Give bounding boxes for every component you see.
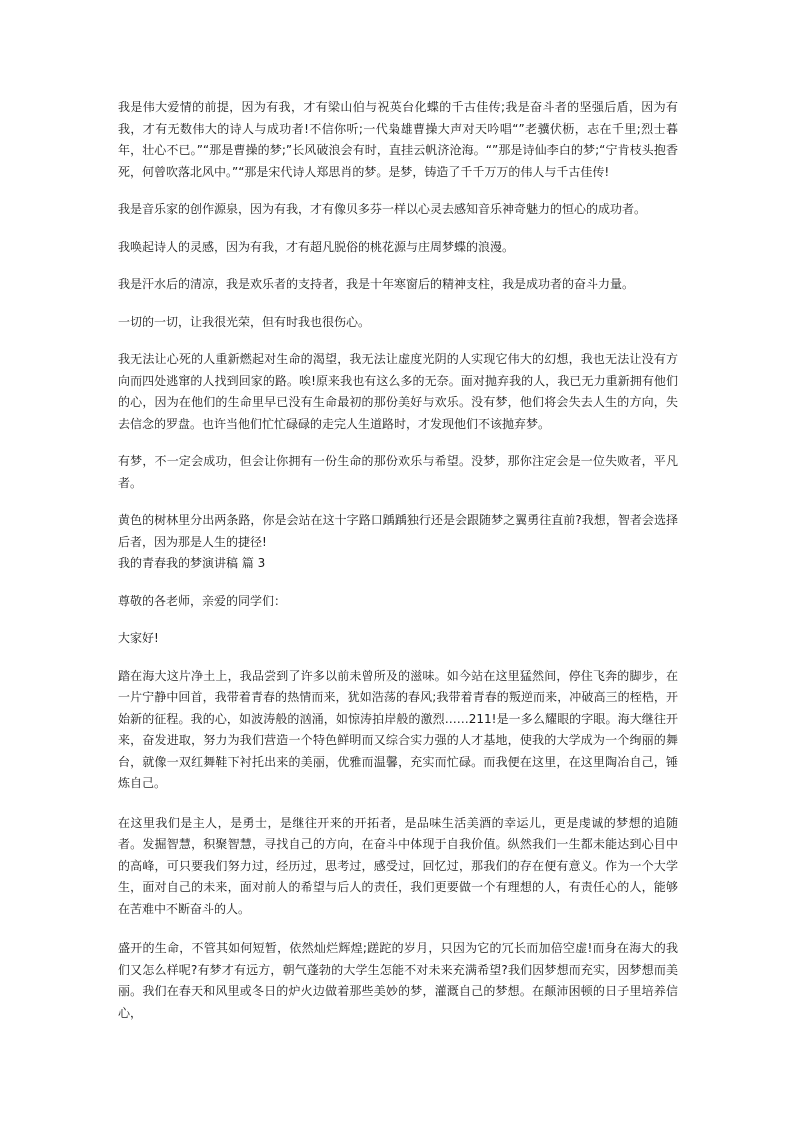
paragraph-helplessness: 我无法让心死的人重新燃起对生命的渴望，我无法让虚度光阴的人实现它伟大的幻想，我也无法让没有方向而四处逃窜的人找到回家的路。唉!原来我也有这么多的无奈。面对抛弃我的人，我已无力重新拥有他们的心，因为在他们的生命里早已没有生命最初的那份美好与欢乐。没有梦，他们将会失去人生的方向，失去信念的罗盘。也许当他们忙忙碌碌的走完人生道路时，才发现他们不该抛弃梦。 — [118, 352, 678, 431]
paragraph-glory-and-sadness: 一切的一切，让我很光荣，但有时我也很伤心。 — [118, 314, 371, 329]
section-heading: 我的青春我的梦演讲稿 篇 3 — [118, 556, 266, 570]
paragraph-dreams-of-heroes: 我是伟大爱情的前提，因为有我，才有梁山伯与祝英台化蝶的千古佳传;我是奋斗者的坚强后盾，因为有我，才有无数伟大的诗人与成功者!不信你听;一代枭雄曹操大声对天吟唱“”老骥伏枥，志在千里;烈士暮年，壮心不已。”“那是曹操的梦;”长风破浪会有时，直挂云帆济沧海。“”那是诗仙李白的梦;“宁肯枝头抱香死，何曾吹落北风中。”“那是宋代诗人郑思肖的梦。是梦，铸造了千千万万的伟人与千古佳传! — [118, 100, 678, 179]
paragraph-two-roads: 黄色的树林里分出两条路，你是会站在这十字路口踽踽独行还是会跟随梦之翼勇往直前?我想，智者会选择后者，因为那是人生的捷径! — [118, 513, 678, 549]
greeting-line: 尊敬的各老师，亲爱的同学们： — [118, 593, 287, 608]
paragraph-dream-and-success: 有梦，不一定会成功，但会让你拥有一份生命的那份欢乐与希望。没梦，那你注定会是一位失败者，平凡者。 — [118, 454, 678, 490]
paragraph-we-are-masters: 在这里我们是主人，是勇士，是继往开来的开拓者，是品味生活美酒的幸运儿，更是虔诚的梦想的追随者。发掘智慧，积聚智慧，寻找自己的方向，在奋斗中体现于自我价值。纵然我们一生都未能达到心目中的高峰，可只要我们努力过，经历过，思考过，感受过，回忆过，那我们的存在便有意义。作为一个大学生，面对自己的未来，面对前人的希望与后人的责任，我们更要做一个有理想的人，有责任心的人，能够在苦难中不断奋斗的人。 — [118, 815, 678, 916]
paragraph-haida-campus: 踏在海大这片净土上，我品尝到了许多以前未曾所及的滋味。如今站在这里猛然间，停住飞奔的脚步，在一片宁静中回首，我带着青春的热情而来，犹如浩荡的春风;我带着青春的叛逆而来，冲破高三的桎梏，开始新的征程。我的心，如波涛般的汹涌，如惊涛拍岸般的激烈……211!是一多么耀眼的字眼。海大继往开来，奋发进取，努力为我们营造一个特色鲜明而又综合实力强的人才基地，使我的大学成为一个绚丽的舞台，就像一双红舞鞋下衬托出来的美丽，优雅而温馨，充实而忙碌。而我便在这里，在这里陶冶自己，锤炼自己。 — [118, 668, 678, 790]
hello-line: 大家好! — [118, 631, 159, 645]
paragraph-poet-inspiration: 我唤起诗人的灵感，因为有我，才有超凡脱俗的桃花源与庄周梦蝶的浪漫。 — [118, 239, 515, 254]
paragraph-musician-source: 我是音乐家的创作源泉，因为有我，才有像贝多芬一样以心灵去感知音乐神奇魅力的恒心的成功者。 — [118, 202, 647, 216]
paragraph-after-sweat: 我是汗水后的清凉，我是欢乐者的支持者，我是十年寒窗后的精神支柱，我是成功者的奋斗力量。 — [118, 277, 635, 291]
paragraph-blooming-life: 盛开的生命，不管其如何短暂，依然灿烂辉煌;蹉跎的岁月，只因为它的冗长而加倍空虚!而身在海大的我们又怎么样呢?有梦才有远方，朝气蓬勃的大学生怎能不对未来充满希望?我们因梦想而充实，因梦想而美丽。我们在春天和风里或冬日的炉火边做着那些美妙的梦，灌溉自己的梦想。在颠沛困顿的日子里培养信心， — [118, 941, 678, 1020]
document-body — [118, 97, 678, 1024]
